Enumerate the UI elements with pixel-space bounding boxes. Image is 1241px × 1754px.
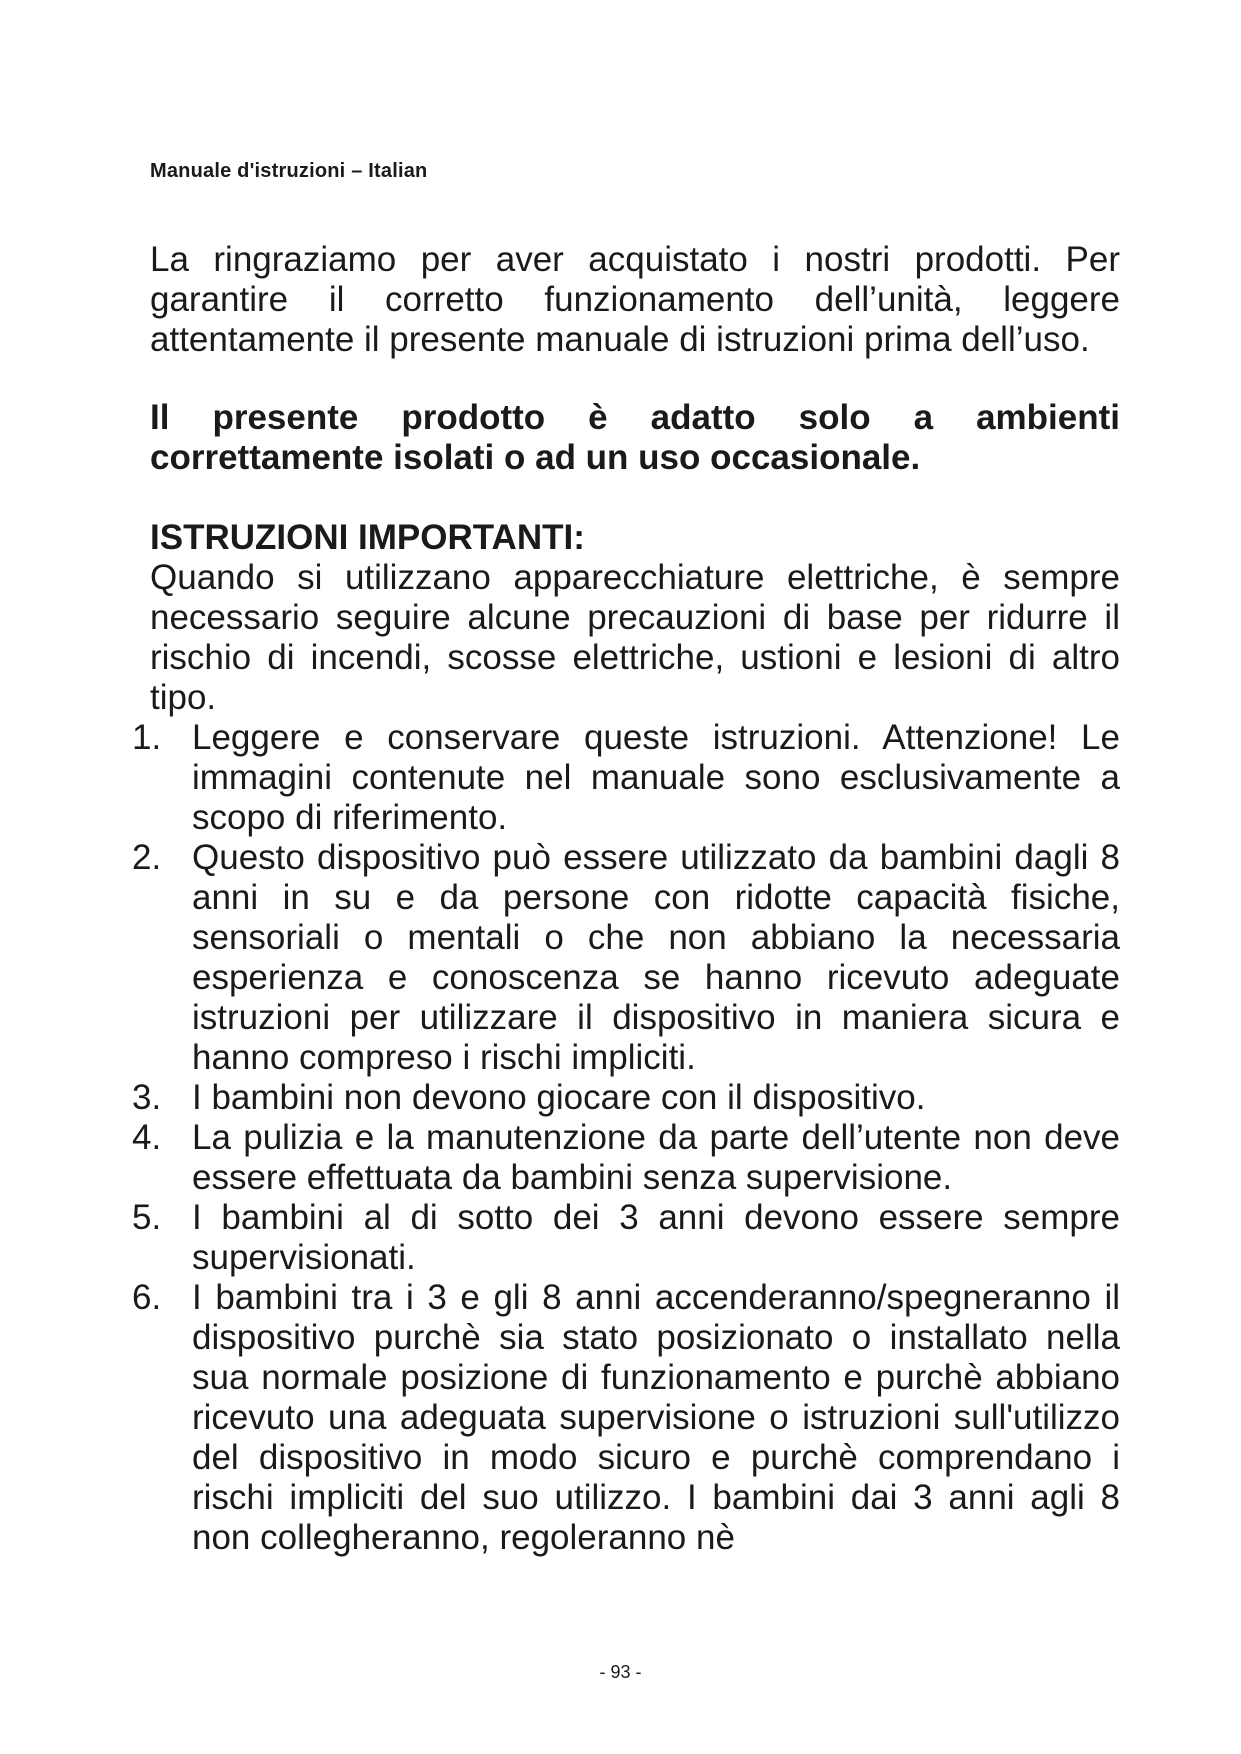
list-item-text: I bambini tra i 3 e gli 8 anni accenderanno/spegneranno il dispositivo purchè sia stato posizionato o installato nella sua normale posizione di funzionamento e purchè abbiano ricevuto una adeguata supervisione o istruzioni sull'utilizzo del dispositivo in modo sicuro e purchè comprendano i rischi impliciti del suo utilizzo. I bambini dai 3 anni agli 8 non collegheranno, regoleranno nè xyxy=(192,1278,1120,1557)
list-item-number: 1. xyxy=(132,718,162,757)
page-number: - 93 - xyxy=(599,1662,642,1682)
list-item-number: 3. xyxy=(132,1078,162,1117)
list-item-text: La pulizia e la manutenzione da parte dell’utente non deve essere effettuata da bambini senza supervisione. xyxy=(192,1118,1120,1197)
list-item xyxy=(132,1118,1120,1198)
list-item-number: 2. xyxy=(132,838,162,877)
manual-header: Manuale d'istruzioni – Italian xyxy=(150,160,428,182)
list-item xyxy=(132,1078,1120,1118)
list-item xyxy=(132,718,1120,838)
list-item xyxy=(132,1278,1120,1558)
list-item-text: Leggere e conservare queste istruzioni. Attenzione! Le immagini contenute nel manuale sono esclusivamente a scopo di riferimento. xyxy=(192,718,1120,837)
list-item xyxy=(132,1198,1120,1278)
list-item-number: 5. xyxy=(132,1198,162,1237)
intro-paragraph: La ringraziamo per aver acquistato i nostri prodotti. Per garantire il corretto funzionamento dell’unità, leggere attentamente il presente manuale di istruzioni prima dell’uso. xyxy=(150,240,1120,359)
list-item-number: 6. xyxy=(132,1278,162,1317)
instructions-list xyxy=(132,718,1120,1558)
usage-notice: Il presente prodotto è adatto solo a ambienti correttamente isolati o ad un uso occasionale. xyxy=(150,398,1120,477)
section-lead: Quando si utilizzano apparecchiature elettriche, è sempre necessario seguire alcune precauzioni di base per ridurre il rischio di incendi, scosse elettriche, ustioni e lesioni di altro tipo. xyxy=(150,558,1120,717)
list-item-text: I bambini non devono giocare con il dispositivo. xyxy=(192,1078,926,1117)
section-title: ISTRUZIONI IMPORTANTI: xyxy=(150,518,585,557)
list-item xyxy=(132,838,1120,1078)
list-item-text: Questo dispositivo può essere utilizzato da bambini dagli 8 anni in su e da persone con ridotte capacità fisiche, sensoriali o mentali o che non abbiano la necessaria esperienza e conoscenza se hanno ricevuto adeguate istruzioni per utilizzare il dispositivo in maniera sicura e hanno compreso i rischi impliciti. xyxy=(192,838,1120,1077)
list-item-number: 4. xyxy=(132,1118,162,1157)
page-content xyxy=(132,240,1120,1558)
list-item-text: I bambini al di sotto dei 3 anni devono essere sempre supervisionati. xyxy=(192,1198,1120,1277)
